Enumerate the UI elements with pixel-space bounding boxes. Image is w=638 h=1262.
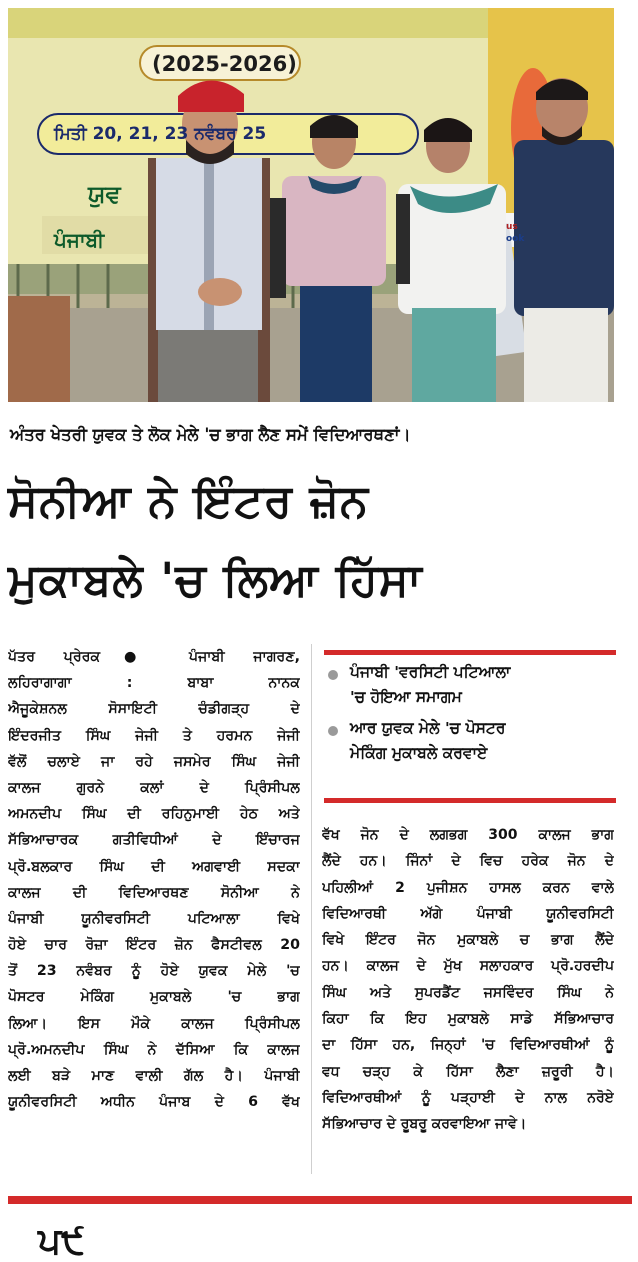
article-line: ਵੱਲੋਂ ਚਲਾਏ ਜਾ ਰਹੇ ਜਸਮੇਰ ਸਿੰਘ ਜੇਜੀ (8, 753, 300, 770)
article-left-column (8, 644, 300, 1115)
article-line: ਪੰਜਾਬੀ ਯੂਨੀਵਰਸਿਟੀ ਪਟਿਆਲਾ ਵਿਖੇ (8, 910, 300, 927)
headline-line-2: ਮੁਕਾਬਲੇ 'ਚ ਲਿਆ ਹਿੱਸਾ (8, 553, 423, 606)
banner-year-text: (2025-2026) (152, 52, 297, 76)
article-line: ਸੱਭਿਆਚਾਰਕ ਗਤੀਵਿਧੀਆਂ ਦੇ ਇੰਚਾਰਜ (8, 832, 300, 849)
article-line: ਇੰਦਰਜੀਤ ਸਿੰਘ ਜੇਜੀ ਤੇ ਹਰਮਨ ਜੇਜੀ (8, 727, 300, 744)
highlights-box (326, 660, 616, 772)
article-line: ਦਾ ਹਿੱਸਾ ਹਨ, ਜਿਨ੍ਹਾਂ 'ਚ ਵਿਦਿਆਰਥੀਆਂ ਨੂੰ (322, 1037, 614, 1054)
footer-rule (8, 1196, 632, 1204)
highlight-line: ਮੇਕਿੰਗ ਮੁਕਾਬਲੇ ਕਰਵਾਏ (350, 744, 488, 762)
highlight-item (326, 716, 616, 766)
highlight-bottom-rule (324, 798, 616, 803)
article-line: ਲਿਆ। ਇਸ ਮੌਕੇ ਕਾਲਜ ਪ੍ਰਿੰਸੀਪਲ (8, 1015, 300, 1032)
article-line: ਪਹਿਲੀਆਂ 2 ਪੁਜੀਸ਼ਨ ਹਾਸਲ ਕਰਨ ਵਾਲੇ (322, 879, 614, 896)
article-line: ਪੋਸਟਰ ਮੇਕਿੰਗ ਮੁਕਾਬਲੇ 'ਚ ਭਾਗ (8, 989, 300, 1006)
column-divider (311, 644, 312, 1174)
news-photo (8, 8, 614, 402)
article-line: ਵਧ ਚੜ੍ਹ ਕੇ ਹਿੱਸਾ ਲੈਣਾ ਜ਼ਰੂਰੀ ਹੈ। (322, 1063, 614, 1080)
banner-side-text-2: ook (506, 234, 525, 244)
banner-side-text-1: us (506, 222, 518, 232)
article-line: ਲਹਿਰਾਗਾਗਾ : ਬਾਬਾ ਨਾਨਕ (8, 675, 300, 692)
article-line: ਪ੍ਰੋ.ਅਮਨਦੀਪ ਸਿੰਘ ਨੇ ਦੱਸਿਆ ਕਿ ਕਾਲਜ (8, 1041, 300, 1058)
article-line: ਵਿਖੇ ਇੰਟਰ ਜੋਨ ਮੁਕਾਬਲੇ ਚ ਭਾਗ ਲੈਂਦੇ (322, 932, 614, 949)
article-line: ਹੋਏ ਚਾਰ ਰੋਜ਼ਾ ਇੰਟਰ ਜ਼ੋਨ ਫੈਸਟੀਵਲ 20 (8, 937, 300, 954)
article-line: ਸੱਭਿਆਚਾਰ ਦੇ ਰੂਬਰੂ ਕਰਵਾਇਆ ਜਾਵੇ। (322, 1116, 527, 1133)
highlight-line: 'ਚ ਹੋਇਆ ਸਮਾਗਮ (350, 688, 462, 706)
article-line: ਵਿਦਿਆਰਥੀਆਂ ਨੂੰ ਪੜ੍ਹਾਈ ਦੇ ਨਾਲ ਨਰੋਏ (322, 1089, 614, 1106)
page-number: ਪ੯ (38, 1221, 85, 1262)
article-line: ਯੂਨੀਵਰਸਿਟੀ ਅਧੀਨ ਪੰਜਾਬ ਦੇ 6 ਵੱਖ (8, 1094, 300, 1111)
article-line: ਕਾਲਜ ਦੀ ਵਿਦਿਆਰਥਣ ਸੋਨੀਆ ਨੇ (8, 884, 300, 901)
article-line: ਪ੍ਰੋ.ਬਲਕਾਰ ਸਿੰਘ ਦੀ ਅਗਵਾਈ ਸਦਕਾ (8, 858, 300, 875)
highlight-item (326, 660, 616, 710)
article-line: ਕਿਹਾ ਕਿ ਇਹ ਮੁਕਾਬਲੇ ਸਾਡੇ ਸੱਭਿਆਚਾਰ (322, 1011, 614, 1028)
article-line: ਕਾਲਜ ਗੁਰਨੇ ਕਲਾਂ ਦੇ ਪ੍ਰਿੰਸੀਪਲ (8, 779, 300, 796)
article-line: ਵਿਦਿਆਰਥੀ ਅੱਗੇ ਪੰਜਾਬੀ ਯੂਨੀਵਰਸਿਟੀ (322, 905, 614, 922)
headline-line-1: ਸੋਨੀਆ ਨੇ ਇੰਟਰ ਜ਼ੋਨ (8, 474, 370, 527)
highlight-line: ਆਰ ਯੁਵਕ ਮੇਲੇ 'ਚ ਪੋਸਟਰ (350, 719, 506, 737)
bullet-icon (328, 726, 338, 736)
bullet-icon (328, 670, 338, 680)
article-line: ਲਈ ਬੜੇ ਮਾਣ ਵਾਲੀ ਗੱਲ ਹੈ। ਪੰਜਾਬੀ (8, 1068, 300, 1084)
article-line: ਸਿੰਘ ਅਤੇ ਸੁਪਰਡੈਂਟ ਜਸਵਿੰਦਰ ਸਿੰਘ ਨੇ (322, 984, 614, 1001)
photo-caption: ਅੰਤਰ ਖੇਤਰੀ ਯੁਵਕ ਤੇ ਲੋਕ ਮੇਲੇ 'ਚ ਭਾਗ ਲੈਣ ਸਮੇਂ ਵਿਦਿਆਰਥਣਾਂ। (10, 425, 411, 444)
highlight-top-rule (324, 650, 616, 655)
banner-date-text: ਮਿਤੀ 20, 21, 23 ਨਵੰਬਰ 25 (54, 124, 267, 144)
article-line: ਅਮਨਦੀਪ ਸਿੰਘ ਦੀ ਰਹਿਨੁਮਾਈ ਹੇਠ ਅਤੇ (8, 806, 300, 823)
article-line: ਐਜੂਕੇਸ਼ਨਲ ਸੋਸਾਇਟੀ ਚੰਡੀਗੜ੍ਹ ਦੇ (8, 701, 300, 718)
article-line: ਵੱਖ ਜੋਨ ਦੇ ਲਗਭਗ 300 ਕਾਲਜ ਭਾਗ (322, 827, 614, 843)
highlight-line: ਪੰਜਾਬੀ 'ਵਰਸਿਟੀ ਪਟਿਆਲਾ (350, 663, 511, 681)
article-line: ਲੈਂਦੇ ਹਨ। ਜਿੰਨਾਂ ਦੇ ਵਿਚ ਹਰੇਕ ਜੋਨ ਦੇ (322, 853, 614, 870)
banner-line-2: ਪੰਜਾਬੀ (54, 228, 105, 252)
article-line: ਹਨ। ਕਾਲਜ ਦੇ ਮੁੱਖ ਸਲਾਹਕਾਰ ਪ੍ਰੋ.ਹਰਦੀਪ (322, 958, 614, 975)
article-line: ਪੱਤਰ ਪ੍ਰੇਰਕ● ਪੰਜਾਬੀ ਜਾਗਰਣ, (8, 649, 300, 665)
article-right-column (322, 822, 614, 1138)
banner-line-1: ਯੁਵ (88, 180, 121, 208)
article-line: ਤੋਂ 23 ਨਵੰਬਰ ਨੂੰ ਹੋਏ ਯੁਵਕ ਮੇਲੇ 'ਚ (8, 963, 300, 980)
